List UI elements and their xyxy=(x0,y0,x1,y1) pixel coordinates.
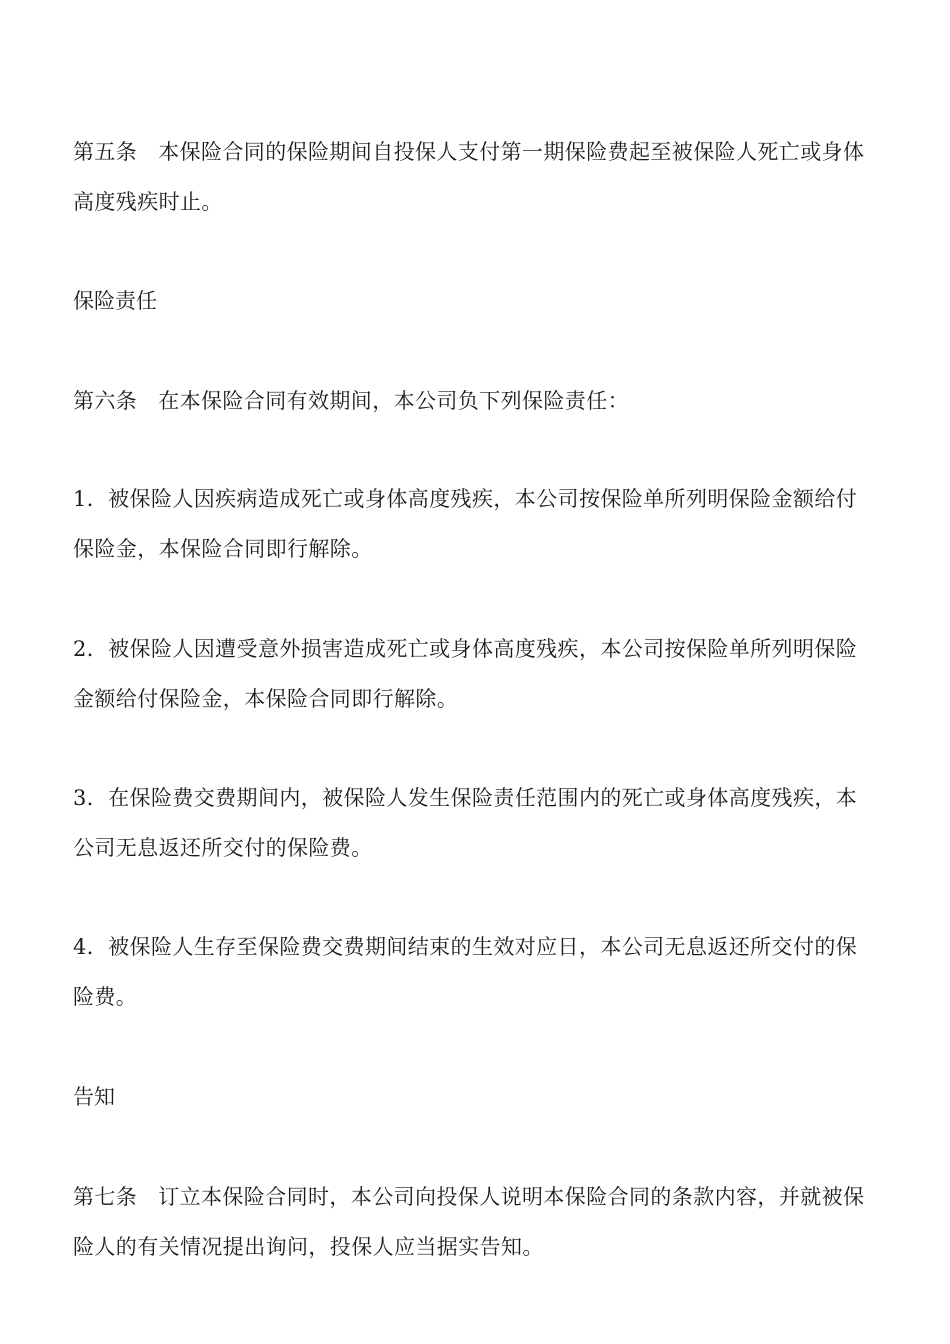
article-6-text: 在本保险合同有效期间，本公司负下列保险责任： xyxy=(158,389,630,413)
list-item: 2．被保险人因遭受意外损害造成死亡或身体高度残疾，本公司按保险单所列明保险金额给付保险金，本保险合同即行解除。 xyxy=(73,637,858,711)
article-5-text: 本保险合同的保险期间自投保人支付第一期保险费起至被保险人死亡或身体高度残疾时止。 xyxy=(73,140,865,214)
list-item: 3．在保险费交费期间内，被保险人发生保险责任范围内的死亡或身体高度残疾，本公司无息返还所交付的保险费。 xyxy=(73,786,858,860)
article-7-text: 订立本保险合同时，本公司向投保人说明本保险合同的条款内容，并就被保险人的有关情况提出询问，投保人应当据实告知。 xyxy=(73,1185,865,1259)
article-5-label: 第五条 xyxy=(73,140,138,164)
list-item: 1．被保险人因疾病造成死亡或身体高度残疾，本公司按保险单所列明保险金额给付保险金，本保险合同即行解除。 xyxy=(73,487,858,561)
article-6-paragraph xyxy=(73,376,878,426)
section-heading-liability: 保险责任 xyxy=(73,289,157,313)
article-7-paragraph xyxy=(73,1172,878,1272)
article-7-label: 第七条 xyxy=(73,1185,138,1209)
section-heading-notice: 告知 xyxy=(73,1085,115,1109)
article-6-label: 第六条 xyxy=(73,389,138,413)
article-5-paragraph xyxy=(73,127,878,227)
list-item: 4．被保险人生存至保险费交费期间结束的生效对应日，本公司无息返还所交付的保险费。 xyxy=(73,935,858,1009)
